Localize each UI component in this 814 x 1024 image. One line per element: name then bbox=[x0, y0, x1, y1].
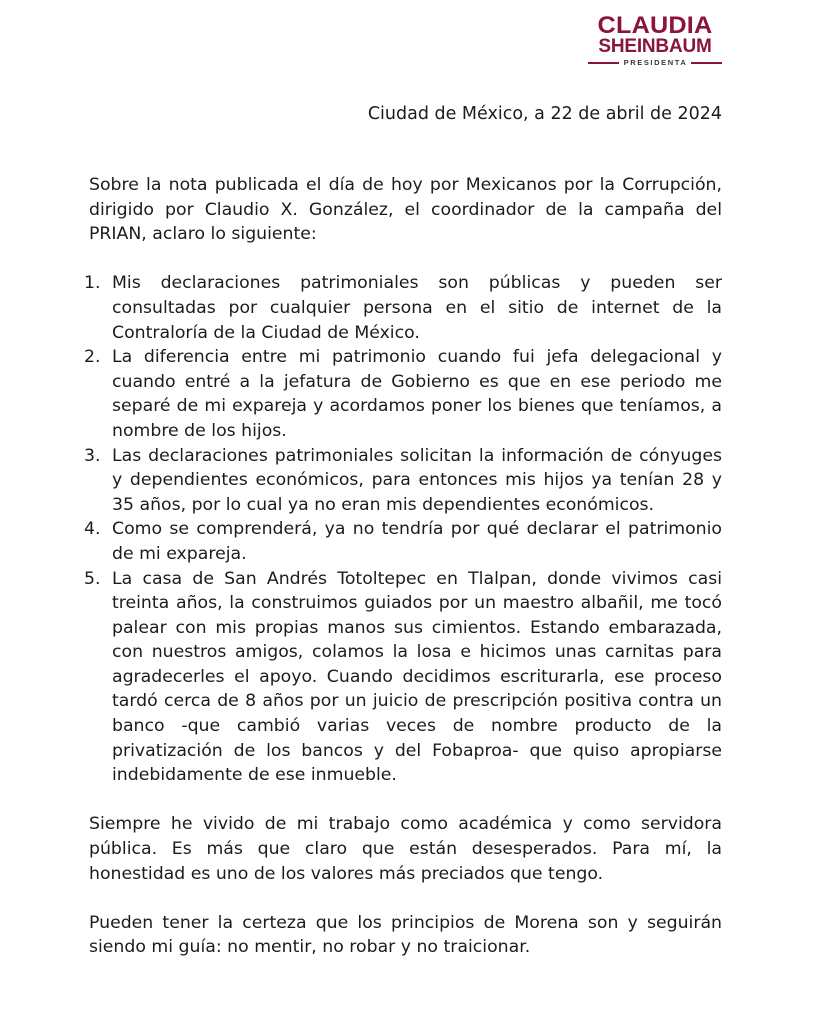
campaign-logo bbox=[588, 14, 722, 67]
letter-date: Ciudad de México, a 22 de abril de 2024 bbox=[367, 104, 722, 124]
list-item bbox=[84, 345, 722, 443]
logo-first-name: CLAUDIA bbox=[597, 12, 713, 39]
list-item-number: 1. bbox=[84, 273, 101, 294]
list-item-number: 2. bbox=[84, 347, 101, 368]
logo-rule-left bbox=[588, 62, 619, 64]
closing-paragraph-1: Siempre he vivido de mi trabajo como académica y como servidora pública. Es más que claro que están desesperados. Para mí, la honestidad es uno de los valores más preciados que tengo. bbox=[89, 814, 722, 884]
list-item-text: Mis declaraciones patrimoniales son públicas y pueden ser consultadas por cualquier persona en el sitio de internet de la Contraloría de la Ciudad de México. bbox=[112, 273, 722, 343]
list-item-number: 3. bbox=[84, 445, 101, 466]
list-item bbox=[84, 444, 722, 518]
points-list bbox=[84, 271, 722, 787]
list-item bbox=[84, 271, 722, 345]
logo-last-name: SHEINBAUM bbox=[598, 36, 712, 57]
list-item-number: 5. bbox=[84, 568, 101, 589]
closing-paragraph-2: Pueden tener la certeza que los principios de Morena son y seguirán siendo mi guía: no mentir, no robar y no traicionar. bbox=[89, 912, 722, 958]
intro-paragraph: Sobre la nota publicada el día de hoy por Mexicanos por la Corrupción, dirigido por Claudio X. González, el coordinador de la campaña del PRIAN, aclaro lo siguiente: bbox=[89, 175, 722, 245]
logo-subtitle bbox=[588, 59, 722, 67]
letter-body bbox=[84, 173, 722, 960]
list-item bbox=[84, 567, 722, 788]
list-item-text: Como se comprenderá, ya no tendría por qué declarar el patrimonio de mi expareja. bbox=[112, 519, 722, 564]
list-item-text: La casa de San Andrés Totoltepec en Tlalpan, donde vivimos casi treinta años, la construimos guiados por un maestro albañil, me tocó palear con mis propias manos sus cimientos. Estando embarazada, con nuestros amigos, colamos la losa e hicimos unas carnitas para agradecerles el apoyo. Cuando decidimos escriturarla, ese proceso tardó cerca de 8 años por un juicio de prescripción positiva contra un banco -que cambió varias veces de nombre producto de la privatización de los bancos y del Fobaproa- que quiso apropiarse indebidamente de ese inmueble. bbox=[112, 568, 722, 786]
list-item-number: 4. bbox=[84, 519, 101, 540]
list-item-text: La diferencia entre mi patrimonio cuando fui jefa delegacional y cuando entré a la jefatura de Gobierno es que en ese periodo me separé de mi expareja y acordamos poner los bienes que teníamos, a nombre de los hijos. bbox=[112, 347, 722, 441]
list-item-text: Las declaraciones patrimoniales solicitan la información de cónyuges y dependientes económicos, para entonces mis hijos ya tenían 28 y 35 años, por lo cual ya no eran mis dependientes económicos. bbox=[112, 445, 722, 515]
list-item bbox=[84, 517, 722, 566]
logo-subtitle-text: PRESIDENTA bbox=[623, 58, 688, 67]
logo-rule-right bbox=[691, 62, 722, 64]
